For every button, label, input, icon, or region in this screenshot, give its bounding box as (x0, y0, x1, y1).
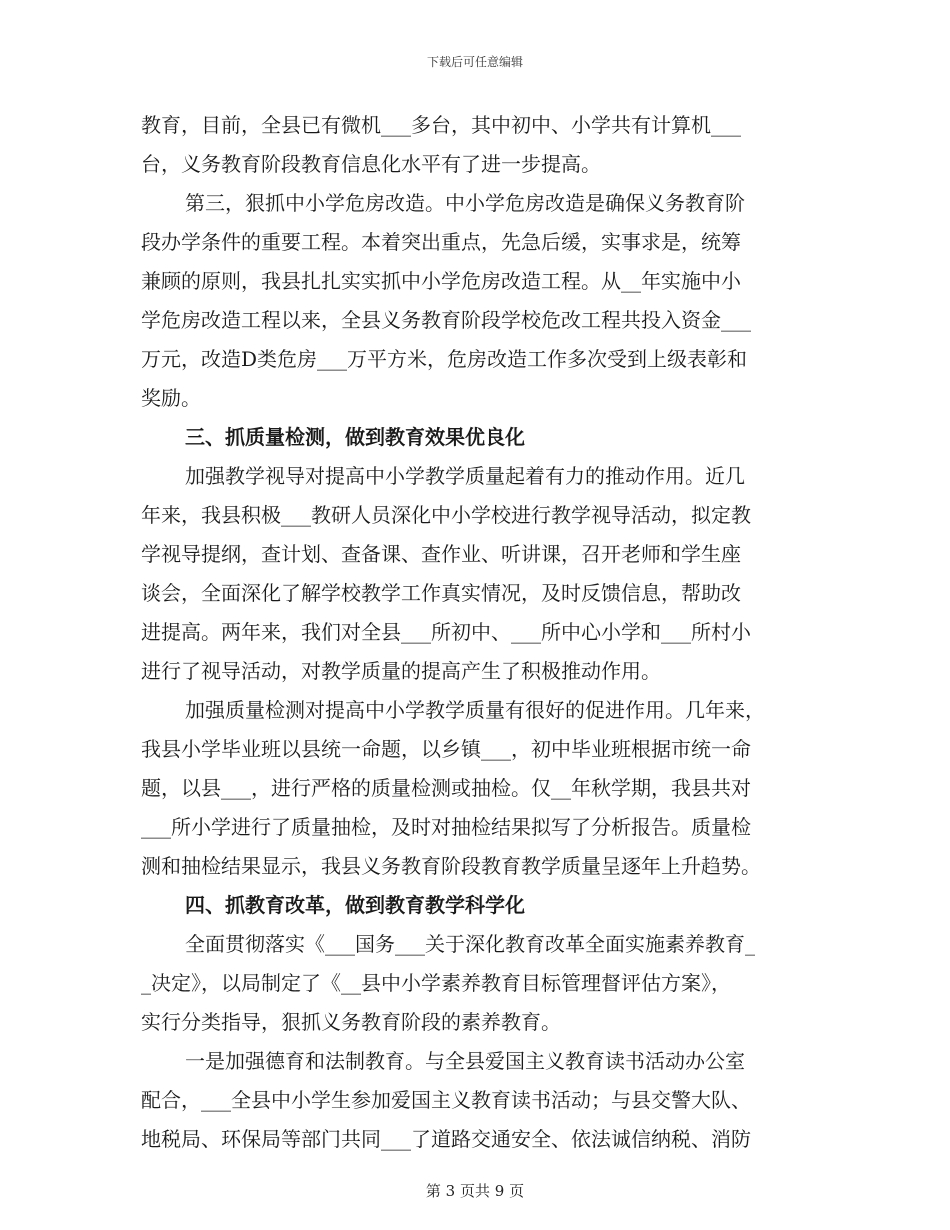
text-line: 进提高。两年来，我们对全县___所初中、___所中心小学和___所村小 (141, 620, 751, 644)
text-line: 万元，改造D类危房___万平方米，危房改造工作多次受到上级表彰和 (141, 347, 748, 371)
text-line: 兼顾的原则，我县扎扎实实抓中小学危房改造工程。从__年实施中小 (141, 269, 741, 293)
text-line: 学视导提纲，查计划、查备课、查作业、听讲课，召开老师和学生座 (141, 542, 741, 566)
page-header: 下载后可任意编辑 (426, 55, 523, 69)
text-line: 加强质量检测对提高中小学教学质量有很好的促进作用。几年来， (185, 698, 765, 722)
text-line: 谈会，全面深化了解学校教学工作真实情况，及时反馈信息，帮助改 (141, 581, 741, 605)
text-line: 进行了视导活动，对教学质量的提高产生了积极推动作用。 (141, 659, 661, 683)
section-heading: 四、抓教育改革，做到教育教学科学化 (185, 893, 525, 917)
text-line: _决定》，以局制定了《__县中小学素养教育目标管理督评估方案》， (141, 971, 731, 995)
text-line: ___所小学进行了质量抽检，及时对抽检结果拟写了分析报告。质量检 (141, 815, 751, 839)
text-line: 年来，我县积极___教研人员深化中小学校进行教学视导活动，拟定教 (141, 503, 751, 527)
text-line: 实行分类指导，狠抓义务教育阶段的素养教育。 (141, 1010, 561, 1034)
text-line: 奖励。 (141, 386, 201, 410)
text-line: 学危房改造工程以来，全县义务教育阶段学校危改工程共投入资金___ (141, 308, 751, 332)
page-footer: 第 3 页共 9 页 (425, 1182, 525, 1200)
text-line: 台，义务教育阶段教育信息化水平有了进一步提高。 (141, 152, 601, 176)
text-line: 测和抽检结果显示，我县义务教育阶段教育教学质量呈逐年上升趋势。 (141, 854, 761, 878)
text-line: 地税局、环保局等部门共同___了道路交通安全、依法诚信纳税、消防 (141, 1127, 751, 1151)
text-line: 段办学条件的重要工程。本着突出重点，先急后缓，实事求是，统筹 (141, 230, 741, 254)
text-line: 第三，狠抓中小学危房改造。中小学危房改造是确保义务教育阶 (185, 191, 745, 215)
document-body (141, 106, 809, 1159)
text-line: 题，以县___，进行严格的质量检测或抽检。仅__年秋学期，我县共对 (141, 776, 751, 800)
text-line: 教育，目前，全县已有微机___多台，其中初中、小学共有计算机___ (141, 113, 741, 137)
text-line: 配合，___全县中小学生参加爱国主义教育读书活动；与县交警大队、 (141, 1088, 751, 1112)
section-heading: 三、抓质量检测，做到教育效果优良化 (185, 425, 525, 449)
text-line: 一是加强德育和法制教育。与全县爱国主义教育读书活动办公室 (185, 1049, 745, 1073)
text-line: 加强教学视导对提高中小学教学质量起着有力的推动作用。近几 (185, 464, 745, 488)
text-line: 我县小学毕业班以县统一命题，以乡镇___，初中毕业班根据市统一命 (141, 737, 751, 761)
text-line: 全面贯彻落实《___国务___关于深化教育改革全面实施素养教育_ (185, 932, 755, 956)
